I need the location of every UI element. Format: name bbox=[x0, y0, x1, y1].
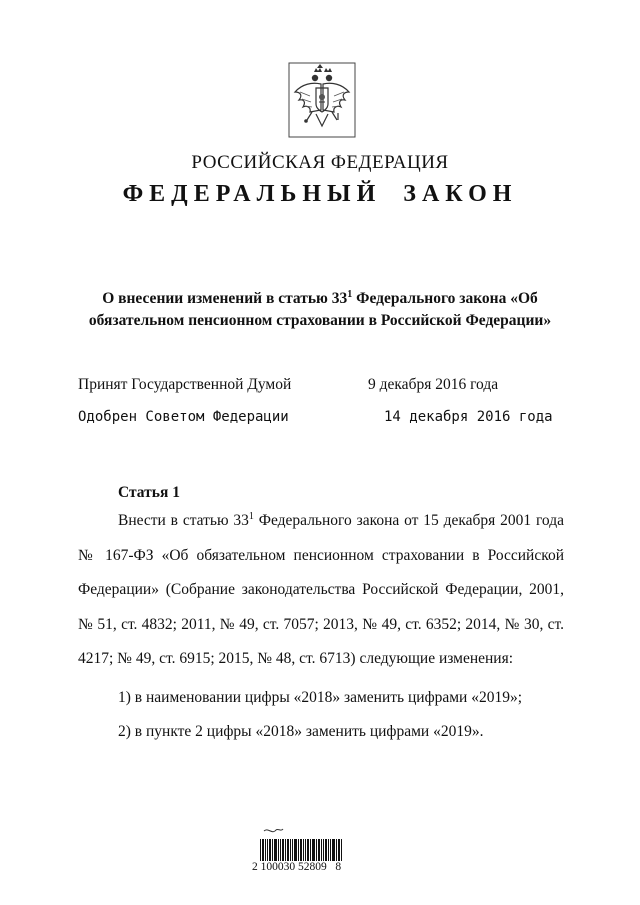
adopted-label: Принят Государственной Думой bbox=[78, 376, 292, 393]
article-heading: Статья 1 bbox=[118, 484, 180, 501]
document-type: ФЕДЕРАЛЬНЫЙ ЗАКОН bbox=[122, 181, 518, 207]
adopted-date: 9 декабря 2016 года bbox=[368, 376, 499, 393]
law-title-line2: обязательном пенсионном страховании в Российской Федерации» bbox=[88, 312, 552, 329]
article-item-2: 2) в пункте 2 цифры «2018» заменить цифрами «2019». bbox=[118, 723, 484, 740]
law-title-superscript: 1 bbox=[347, 288, 353, 300]
law-title bbox=[60, 288, 580, 332]
approved-date: 14 декабря 2016 года bbox=[384, 409, 553, 425]
approved-row bbox=[78, 409, 578, 425]
intro-part1: Внести в статью 33 bbox=[118, 512, 249, 529]
intro-part2: Федерального закона от 15 декабря 2001 года № 167-ФЗ «Об обязательном пенсионном страховании в Российской Федерации» (Собрание законодательства Российской Федерации, 2001, № 51, ст. 4832; 2011, № 49, ст. 7057; 2013, № 49, ст. 6352; 2014, № 30, ст. 4217; № 49, ст. 6915; 2015, № 48, ст. 6713) следующие изменения: bbox=[78, 512, 564, 667]
intro-superscript: 1 bbox=[248, 510, 254, 522]
barcode-number: 2 100030 52809 8 bbox=[252, 861, 342, 873]
article-item-1: 1) в наименовании цифры «2018» заменить цифрами «2019»; bbox=[118, 689, 523, 706]
adopted-row bbox=[78, 376, 578, 394]
coat-of-arms-icon bbox=[288, 62, 356, 138]
law-title-part2: Федерального закона «Об bbox=[352, 290, 538, 307]
approved-label: Одобрен Советом Федерации bbox=[78, 409, 289, 425]
law-title-part1: О внесении изменений в статью 33 bbox=[102, 290, 348, 307]
article-intro-paragraph bbox=[78, 504, 564, 677]
country-name: РОССИЙСКАЯ ФЕДЕРАЦИЯ bbox=[191, 152, 449, 173]
